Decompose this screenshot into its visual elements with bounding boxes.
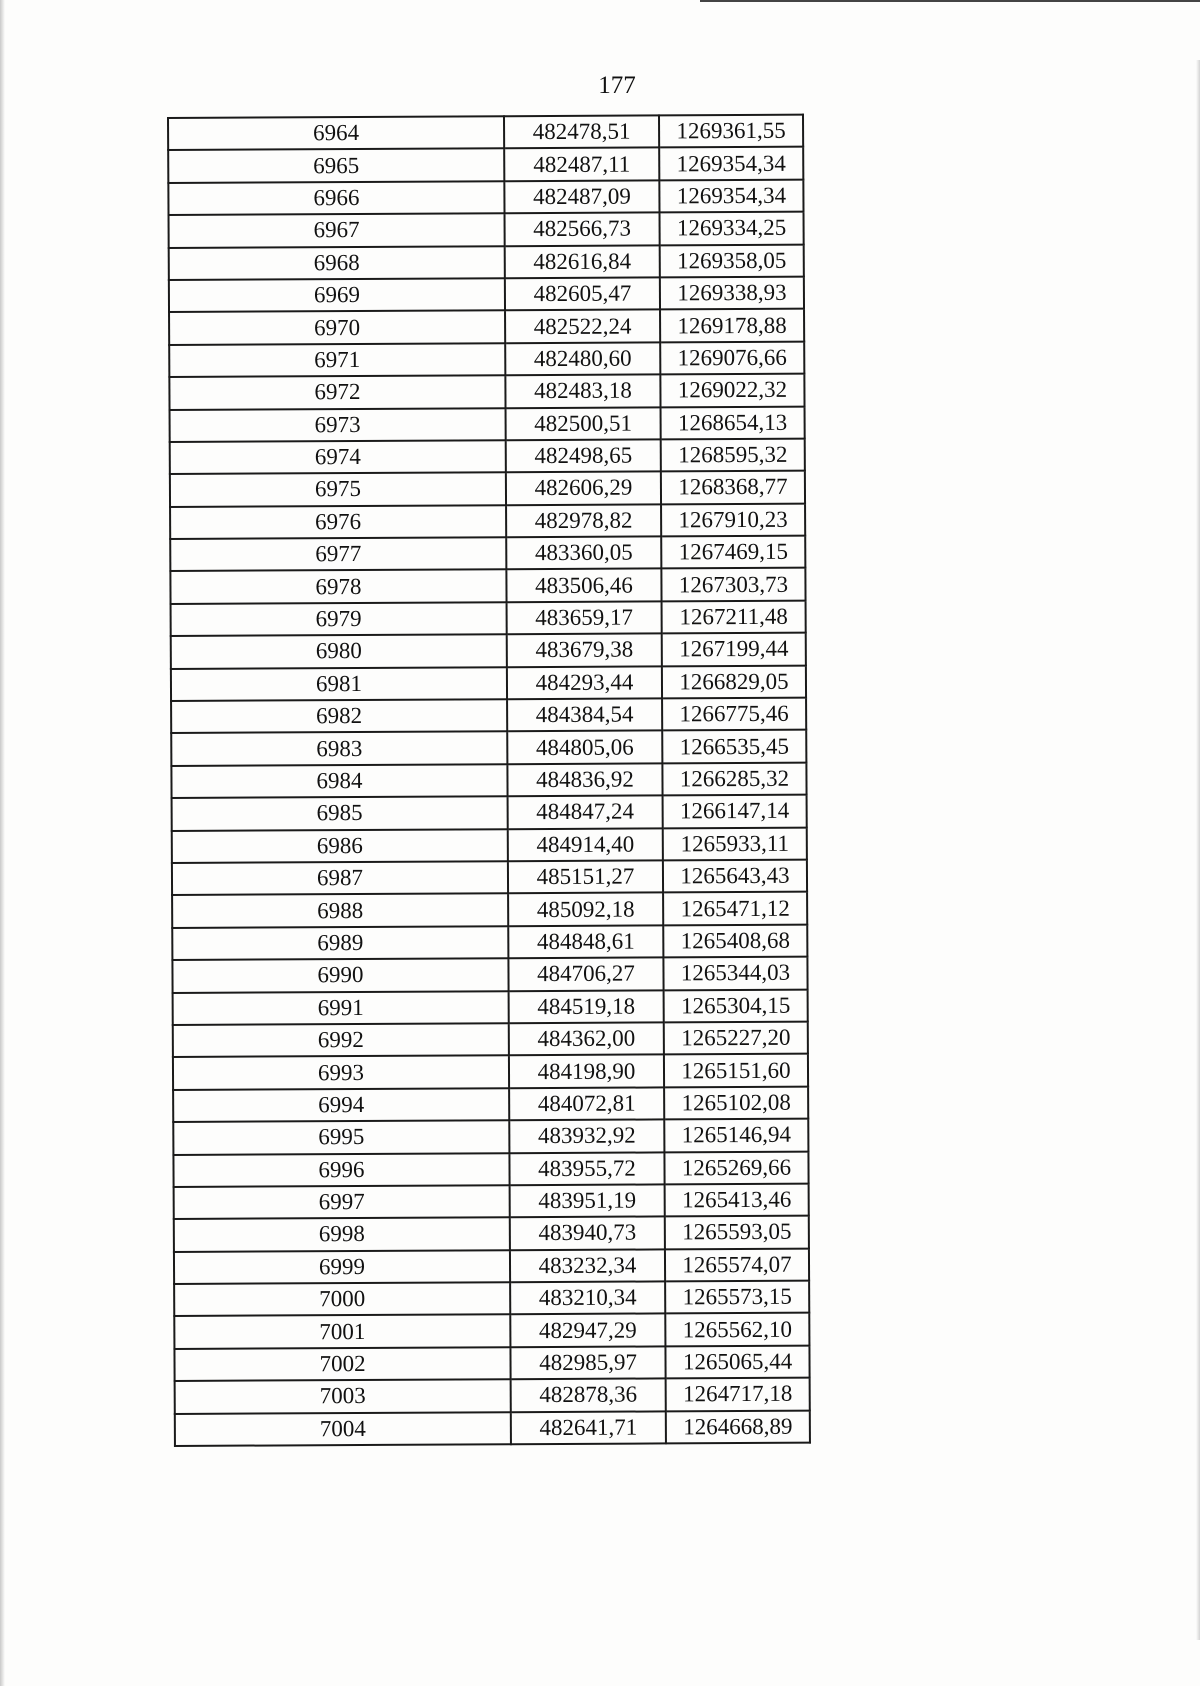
- x-coordinate-cell: 483210,34: [510, 1281, 665, 1314]
- point-number-cell: 7000: [174, 1282, 510, 1316]
- scan-left-edge-shadow: [0, 0, 5, 1686]
- x-coordinate-cell: 482500,51: [506, 407, 661, 440]
- point-number-cell: 6986: [172, 829, 508, 863]
- y-coordinate-cell: 1265304,15: [664, 989, 808, 1022]
- y-coordinate-cell: 1269178,88: [660, 309, 804, 342]
- table-row: [171, 762, 806, 798]
- point-number-cell: 7001: [174, 1315, 510, 1349]
- y-coordinate-cell: 1269358,05: [660, 244, 804, 277]
- y-coordinate-cell: 1267910,23: [661, 503, 805, 536]
- x-coordinate-cell: 485151,27: [508, 860, 663, 893]
- point-number-cell: 6991: [173, 991, 509, 1025]
- y-coordinate-cell: 1267469,15: [661, 536, 805, 569]
- table-row: [169, 309, 804, 345]
- point-number-cell: 6967: [169, 213, 505, 247]
- x-coordinate-cell: 483679,38: [507, 634, 662, 667]
- x-coordinate-cell: 484519,18: [509, 990, 664, 1023]
- point-number-cell: 6969: [169, 278, 505, 312]
- point-number-cell: 7004: [175, 1412, 511, 1446]
- point-number-cell: 6978: [170, 570, 506, 604]
- table-row: [170, 568, 805, 604]
- table-row: [172, 860, 807, 896]
- y-coordinate-cell: 1269334,25: [660, 212, 804, 245]
- point-number-cell: 6981: [171, 667, 507, 701]
- x-coordinate-cell: 484293,44: [507, 666, 662, 699]
- y-coordinate-cell: 1269076,66: [660, 341, 804, 374]
- point-number-cell: 6993: [173, 1056, 509, 1090]
- point-number-cell: 6974: [170, 440, 506, 474]
- table-row: [169, 244, 804, 280]
- y-coordinate-cell: 1265269,66: [664, 1151, 808, 1184]
- point-number-cell: 6994: [173, 1088, 509, 1122]
- x-coordinate-cell: 482522,24: [505, 310, 660, 343]
- x-coordinate-cell: 482566,73: [505, 213, 660, 246]
- point-number-cell: 6998: [174, 1218, 510, 1252]
- y-coordinate-cell: 1267303,73: [661, 568, 805, 601]
- x-coordinate-cell: 484384,54: [507, 698, 662, 731]
- point-number-cell: 6972: [169, 375, 505, 409]
- table-row: [170, 439, 805, 475]
- table-row: [174, 1216, 809, 1252]
- point-number-cell: 6985: [172, 796, 508, 830]
- x-coordinate-cell: 482947,29: [510, 1314, 665, 1347]
- table-row: [171, 633, 806, 669]
- table-row: [169, 341, 804, 377]
- y-coordinate-cell: 1269338,93: [660, 277, 804, 310]
- table-row: [175, 1410, 810, 1446]
- table-row: [170, 536, 805, 572]
- x-coordinate-cell: 484198,90: [509, 1055, 664, 1088]
- y-coordinate-cell: 1265344,03: [663, 957, 807, 990]
- x-coordinate-cell: 484706,27: [508, 958, 663, 991]
- x-coordinate-cell: 483940,73: [510, 1217, 665, 1250]
- y-coordinate-cell: 1268595,32: [661, 439, 805, 472]
- point-number-cell: 6975: [170, 473, 506, 507]
- table-row: [173, 1054, 808, 1090]
- table-row: [174, 1281, 809, 1317]
- table-row: [175, 1378, 810, 1414]
- table-row: [174, 1345, 809, 1381]
- y-coordinate-cell: 1267211,48: [662, 601, 806, 634]
- y-coordinate-cell: 1265102,08: [664, 1086, 808, 1119]
- table-row: [174, 1313, 809, 1349]
- y-coordinate-cell: 1265227,20: [664, 1022, 808, 1055]
- y-coordinate-cell: 1265562,10: [665, 1313, 809, 1346]
- table-row: [172, 924, 807, 960]
- table-row: [171, 601, 806, 637]
- table-row: [174, 1248, 809, 1284]
- x-coordinate-cell: 484847,24: [508, 796, 663, 829]
- y-coordinate-cell: 1269354,34: [659, 147, 803, 180]
- y-coordinate-cell: 1264668,89: [666, 1410, 810, 1443]
- y-coordinate-cell: 1265593,05: [665, 1216, 809, 1249]
- x-coordinate-cell: 482985,97: [510, 1346, 665, 1379]
- point-number-cell: 6968: [169, 246, 505, 280]
- point-number-cell: 6988: [172, 894, 508, 928]
- x-coordinate-cell: 482978,82: [506, 504, 661, 537]
- y-coordinate-cell: 1264717,18: [666, 1378, 810, 1411]
- x-coordinate-cell: 482483,18: [505, 375, 660, 408]
- table-row: [174, 1184, 809, 1220]
- table-row: [173, 1151, 808, 1187]
- point-number-cell: 6964: [168, 116, 504, 150]
- point-number-cell: 6973: [170, 408, 506, 442]
- x-coordinate-cell: 482616,84: [505, 245, 660, 278]
- table-row: [172, 827, 807, 863]
- coordinates-table: [167, 114, 811, 1447]
- x-coordinate-cell: 482605,47: [505, 277, 660, 310]
- x-coordinate-cell: 484848,61: [508, 925, 663, 958]
- y-coordinate-cell: 1266285,32: [662, 762, 806, 795]
- table-row: [173, 1086, 808, 1122]
- table-row: [173, 1022, 808, 1058]
- point-number-cell: 7003: [175, 1379, 511, 1413]
- y-coordinate-cell: 1265471,12: [663, 892, 807, 925]
- y-coordinate-cell: 1266535,45: [662, 730, 806, 763]
- x-coordinate-cell: 482478,51: [504, 115, 659, 148]
- point-number-cell: 6999: [174, 1250, 510, 1284]
- x-coordinate-cell: 482498,65: [506, 439, 661, 472]
- point-number-cell: 6995: [173, 1120, 509, 1154]
- point-number-cell: 6997: [174, 1185, 510, 1219]
- y-coordinate-cell: 1265933,11: [663, 827, 807, 860]
- x-coordinate-cell: 482878,36: [511, 1379, 666, 1412]
- y-coordinate-cell: 1269354,34: [659, 179, 803, 212]
- point-number-cell: 6982: [171, 699, 507, 733]
- point-number-cell: 6987: [172, 861, 508, 895]
- y-coordinate-cell: 1265408,68: [663, 924, 807, 957]
- point-number-cell: 6970: [169, 311, 505, 345]
- table-row: [173, 1119, 808, 1155]
- scan-top-border-line: [700, 0, 1200, 2]
- table-row: [169, 212, 804, 248]
- scan-right-edge-shadow: [1196, 60, 1200, 1640]
- y-coordinate-cell: 1268368,77: [661, 471, 805, 504]
- table-row: [168, 147, 803, 183]
- x-coordinate-cell: 484072,81: [509, 1087, 664, 1120]
- x-coordinate-cell: 484836,92: [507, 763, 662, 796]
- x-coordinate-cell: 482606,29: [506, 472, 661, 505]
- y-coordinate-cell: 1265574,07: [665, 1248, 809, 1281]
- x-coordinate-cell: 484805,06: [507, 731, 662, 764]
- y-coordinate-cell: 1267199,44: [662, 633, 806, 666]
- y-coordinate-cell: 1266829,05: [662, 665, 806, 698]
- y-coordinate-cell: 1265065,44: [665, 1345, 809, 1378]
- point-number-cell: 6977: [170, 537, 506, 571]
- x-coordinate-cell: 485092,18: [508, 893, 663, 926]
- table-row: [172, 795, 807, 831]
- table-row: [171, 665, 806, 701]
- table-row: [171, 698, 806, 734]
- y-coordinate-cell: 1265151,60: [664, 1054, 808, 1087]
- table-row: [173, 989, 808, 1025]
- x-coordinate-cell: 483232,34: [510, 1249, 665, 1282]
- coordinates-table-body: [168, 115, 810, 1446]
- table-row: [170, 503, 805, 539]
- x-coordinate-cell: 483659,17: [507, 601, 662, 634]
- y-coordinate-cell: 1265573,15: [665, 1281, 809, 1314]
- point-number-cell: 6965: [168, 149, 504, 183]
- x-coordinate-cell: 483951,19: [510, 1184, 665, 1217]
- x-coordinate-cell: 482480,60: [505, 342, 660, 375]
- point-number-cell: 6992: [173, 1023, 509, 1057]
- point-number-cell: 7002: [174, 1347, 510, 1381]
- table-row: [170, 471, 805, 507]
- x-coordinate-cell: 484914,40: [508, 828, 663, 861]
- point-number-cell: 6990: [172, 958, 508, 992]
- table-row: [169, 374, 804, 410]
- table-row: [170, 406, 805, 442]
- point-number-cell: 6979: [171, 602, 507, 636]
- x-coordinate-cell: 482487,11: [504, 148, 659, 181]
- x-coordinate-cell: 484362,00: [509, 1022, 664, 1055]
- x-coordinate-cell: 483360,05: [506, 536, 661, 569]
- table-row: [169, 277, 804, 313]
- point-number-cell: 6971: [169, 343, 505, 377]
- y-coordinate-cell: 1266147,14: [663, 795, 807, 828]
- x-coordinate-cell: 483932,92: [509, 1120, 664, 1153]
- y-coordinate-cell: 1268654,13: [661, 406, 805, 439]
- point-number-cell: 6966: [168, 181, 504, 215]
- y-coordinate-cell: 1269022,32: [660, 374, 804, 407]
- x-coordinate-cell: 483506,46: [506, 569, 661, 602]
- y-coordinate-cell: 1265146,94: [664, 1119, 808, 1152]
- point-number-cell: 6980: [171, 634, 507, 668]
- point-number-cell: 6976: [170, 505, 506, 539]
- table-row: [168, 115, 803, 151]
- point-number-cell: 6996: [173, 1153, 509, 1187]
- table-row: [171, 730, 806, 766]
- x-coordinate-cell: 482487,09: [504, 180, 659, 213]
- y-coordinate-cell: 1269361,55: [659, 115, 803, 148]
- page-number: 177: [598, 72, 636, 99]
- point-number-cell: 6984: [171, 764, 507, 798]
- point-number-cell: 6983: [171, 732, 507, 766]
- table-row: [172, 957, 807, 993]
- y-coordinate-cell: 1265643,43: [663, 860, 807, 893]
- x-coordinate-cell: 482641,71: [511, 1411, 666, 1444]
- table-row: [172, 892, 807, 928]
- table-row: [168, 179, 803, 215]
- y-coordinate-cell: 1266775,46: [662, 698, 806, 731]
- point-number-cell: 6989: [172, 926, 508, 960]
- x-coordinate-cell: 483955,72: [509, 1152, 664, 1185]
- y-coordinate-cell: 1265413,46: [665, 1184, 809, 1217]
